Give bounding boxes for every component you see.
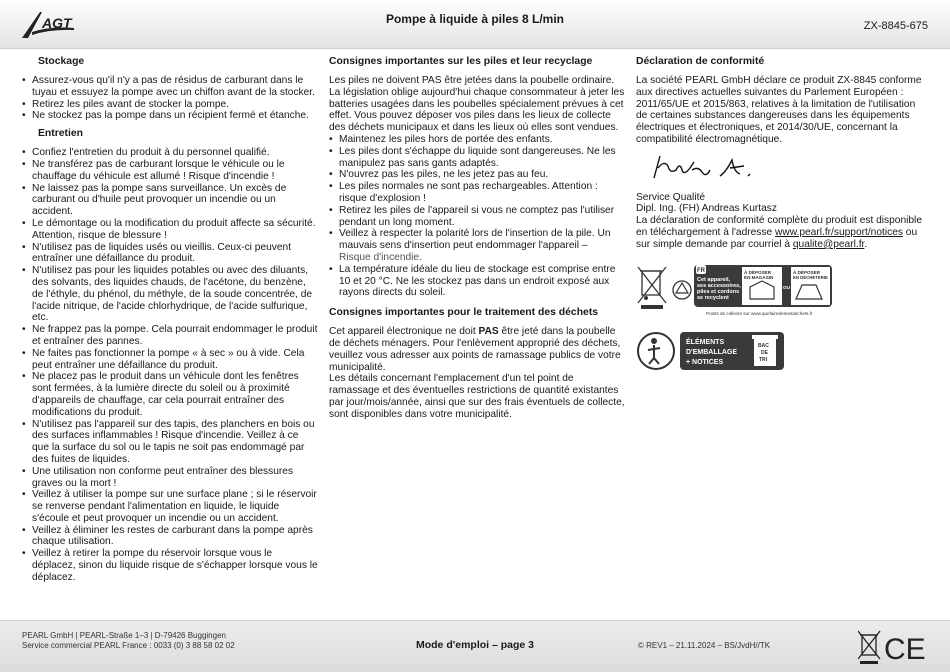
dechets-p2: Les détails concernant l'emplacement d'un tel point de ramassage et des éventuelles restrictions de quantité existantes par jour/mois/année, ainsi que sur des frais éventuels de collecte, sont disponibles dans votre municipalité. [329,373,625,420]
recycling-info-logo [636,263,836,321]
stockage-heading: Stockage [38,56,85,67]
conformity-heading: Déclaration de conformité [636,56,765,67]
list-item: • Veillez à éliminer les restes de carburant dans la pompe après chaque utilisation. [22,525,318,549]
signature [650,152,770,184]
sorting-bin-icon [752,335,778,366]
piles-intro: Les piles ne doivent PAS être jetées dans la poubelle ordinaire. La législation oblige aujourd'hui chaque consommateur à jeter les batteries usagées dans les poubelles spécialement prévues à cet effet. Vous pouvez déposer vos piles dans les lieux de collecte des déchets municipaux et dans les lieux où elles sont vendues. [329,75,625,134]
crossed-bin-icon [638,267,666,309]
entretien-list [22,147,318,583]
list-item: • N'ouvrez pas les piles, ne les jetez pas au feu. [329,169,625,181]
page-title: Pompe à liquide à piles 8 L/min [385,12,565,26]
support-link[interactable]: www.pearl.fr/support/notices [775,226,903,238]
list-item: • Retirez les piles de l'appareil si vous ne comptez pas l'utiliser pendant un long moment. [329,205,625,229]
revision: © REV1 – 21.11.2024 – BS/JvdH//TK [638,641,771,650]
company-phone: Service commercial PEARL France : 0033 (0) 3 88 58 02 02 [22,641,235,650]
logo-text: AGT [42,15,72,31]
list-item: • Assurez-vous qu'il n'y a pas de résidus de carburant dans le tuyau et essuyez la pompe avec un chiffon avant de la stocker. [22,75,318,99]
list-item: • Veillez à retirer la pompe du réservoir lorsque vous le déplacez, sinon du liquide risque de s'échapper lorsque vous le déplacez. [22,548,318,583]
fr-badge: FR [697,267,705,274]
list-item: • Ne frappez pas la pompe. Cela pourrait endommager le produit et entraîner des pannes. [22,324,318,348]
ce-mark: CE [884,633,926,665]
ce-weee-logo [858,629,930,665]
svg-text:se recyclent: se recyclent [697,294,729,301]
column-middle [329,56,625,421]
triman-icon [673,281,691,299]
stockage-list [22,75,318,122]
list-item [329,228,625,263]
list-item: • Le démontage ou la modification du produit affecte sa sécurité. Attention, risque de blessure ! [22,218,318,242]
svg-text:TRI: TRI [759,357,768,364]
piles-list [329,134,625,299]
email-link[interactable]: qualite@pearl.fr [792,238,865,250]
fire-risk-text: Risque d'incendie. [339,251,422,263]
list-item: • Ne transférez pas de carburant lorsque le véhicule ou le chauffage du véhicule est allumé ! Risque d'incendie ! [22,159,318,183]
svg-text:+ NOTICES: + NOTICES [686,359,724,367]
svg-text:EN DÉCHETERIE: EN DÉCHETERIE [793,274,828,280]
svg-text:DE: DE [761,350,768,357]
list-item: • Ne placez pas le produit dans un véhicule dont les fenêtres sont fermées, à la lumière directe du soleil ou à proximité d'appareils de chauffage, car cela pourrait entraîner des modifications du produit. [22,371,318,418]
list-item: • Les piles dont s'échappe du liquide sont dangereuses. Ne les manipulez pas sans gants adaptés. [329,146,625,170]
collection-points: Points de collecte sur www.quefairedemesdechets.fr [706,310,813,316]
list-item: • N'utilisez pas pour les liquides potables ou avec des diluants, des solvants, des liquides chauds, de l'acétone, du benzène, de l'éthyle, du phénol, du méthyle, de la soude concentrée, de l'acide nitrique, de l'acide chlorhydrique, de l'acide sulfurique, etc. [22,265,318,324]
download-text: La déclaration de conformité complète du produit est disponible en téléchargement à l'adresse www.pearl.fr/support/notices ou sur simple demande par courriel à qualite@pearl.fr. [636,215,922,250]
list-item: • Ne stockez pas la pompe dans un récipient fermé et étanche. [22,110,318,122]
crossed-bin-icon [858,631,880,664]
list-item: • N'utilisez pas l'appareil sur des tapis, des planchers en bois ou des surfaces inflammables ! Risque d'incendie. Veillez à ce que la surface du sol ou le tapis ne soit pas endommagé par des fuites de liquides. [22,419,318,466]
polarity-text: Veillez à respecter la polarité lors de l'insertion de la pile. Un mauvais sens d'insertion peut endommager l'appareil – [339,228,611,252]
list-item: • Confiez l'entretien du produit à du personnel qualifié. [22,147,318,159]
svg-text:Cet appareil,: Cet appareil, [697,276,731,283]
column-right [636,56,928,378]
signer-name: Dipl. Ing. (FH) Andreas Kurtasz [636,203,777,215]
svg-text:ses accessoires,: ses accessoires, [697,282,741,289]
list-item: • Maintenez les piles hors de portée des enfants. [329,134,625,146]
list-item: • Les piles normales ne sont pas rechargeables. Attention : risque d'explosion ! [329,181,625,205]
piles-heading: Consignes importantes sur les piles et leur recyclage [329,56,593,67]
column-left [22,56,318,588]
list-item: • Ne faites pas fonctionner la pompe « à sec » ou à vide. Cela peut entraîner une défaillance du produit. [22,348,318,372]
svg-text:BAC: BAC [758,343,769,350]
dechets-heading: Consignes importantes pour le traitement des déchets [329,307,599,319]
packaging-info-logo [636,328,796,374]
list-item: • Une utilisation non conforme peut entraîner des blessures graves ou la mort ! [22,466,318,490]
svg-text:piles et cordons: piles et cordons [697,288,740,295]
dechets-p1: Cet appareil électronique ne doit PAS être jeté dans la poubelle de déchets ménagers. Pour l'enlèvement approprié des déchets, veuillez vous adresser aux points de ramassage publics de votre municipalité. [329,326,621,373]
svg-text:OU: OU [783,284,790,290]
svg-text:ÉLÉMENTS: ÉLÉMENTS [686,339,725,347]
product-code: ZX-8845-675 [863,20,928,32]
company-address: PEARL GmbH | PEARL-Straße 1–3 | D-79426 Buggingen [22,631,226,640]
conformity-text: La société PEARL GmbH déclare ce produit ZX-8845 conforme aux directives actuelles suivantes du Parlement Européen : 2011/65/UE et 2015/863, relatives à la limitation de l'utilisation de certaines substances dangereuses dans les équipements électriques et électroniques, et 2014/30/UE, concernant la compatibilité électromagnétique. [636,75,922,145]
page-footer [0,620,950,672]
svg-text:EN MAGASIN: EN MAGASIN [744,274,774,280]
list-item: • Veillez à utiliser la pompe sur une surface plane ; si le réservoir se renverse pendant l'alimentation en liquide, le liquide s'écoule et peut provoquer un incendie ou un accident. [22,489,318,524]
svg-text:À DÉPOSER: À DÉPOSER [744,269,772,275]
page-number: Mode d'emploi – page 3 [415,639,535,651]
list-item: • N'utilisez pas de liquides usés ou vieillis. Ceux-ci peuvent entraîner une défaillance du produit. [22,242,318,266]
list-item: • Retirez les piles avant de stocker la pompe. [22,99,318,111]
entretien-heading: Entretien [38,128,84,140]
page-header [0,0,950,49]
list-item: • La température idéale du lieu de stockage est comprise entre 10 et 20 °C. Ne les stockez pas dans un endroit exposé aux rayons directs du soleil. [329,264,625,299]
list-item: • Ne laissez pas la pompe sans surveillance. Un excès de carburant ou d'huile peut provoquer un incendie ou un accident. [22,183,318,218]
svg-text:À DÉPOSER: À DÉPOSER [793,269,821,275]
service-label: Service Qualité [636,191,706,203]
triman-person-icon [638,333,674,369]
svg-text:D'EMBALLAGE: D'EMBALLAGE [686,349,738,357]
